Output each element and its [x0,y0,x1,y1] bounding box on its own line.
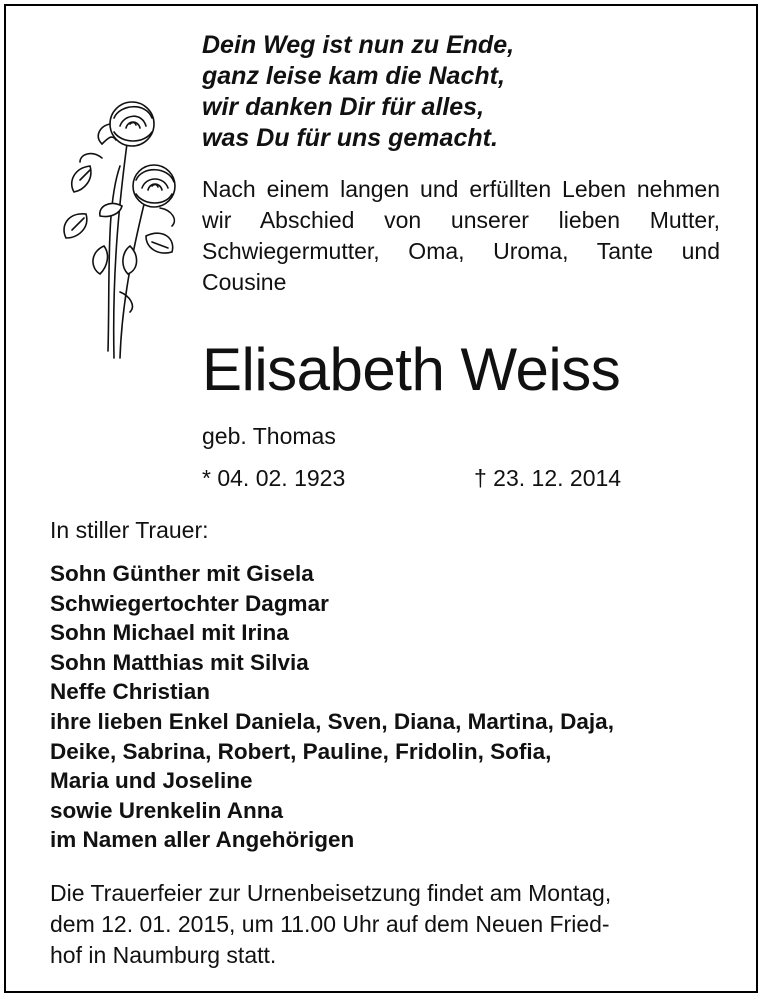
intro-text: Nach einem langen und erfüllten Leben nehmen wir Abschied von unserer lieben Mutter, Schwiegermutter, Oma, Uroma, Tante und Cousine [202,176,720,295]
deceased-name: Elisabeth Weiss [202,336,621,403]
service-line: hof in Naumburg statt. [50,942,277,968]
poem-line: wir danken Dir für alles, [202,93,485,121]
mourner-line: Sohn Matthias mit Silvia [50,649,309,675]
mourner-line: Neffe Christian [50,679,211,705]
mourner-line: sowie Urenkelin Anna [50,797,283,823]
mourner-line: ihre lieben Enkel Daniela, Sven, Diana, Martina, Daja, [50,708,614,734]
mourner-line: Maria und Joseline [50,768,253,794]
poem-line: ganz leise kam die Nacht, [202,62,505,90]
birth-date: * 04. 02. 1923 [202,465,346,491]
obituary-notice [4,4,758,993]
rose-icon [50,96,190,366]
funeral-service-info [50,878,718,971]
mourner-line: Deike, Sabrina, Robert, Pauline, Fridolin, Sofia, [50,738,552,764]
poem-line: was Du für uns gemacht. [202,124,498,152]
mourning-label: In stiller Trauer: [50,517,209,543]
poem-line: Dein Weg ist nun zu Ende, [202,31,515,59]
mourner-line: Sohn Michael mit Irina [50,620,289,646]
service-line: dem 12. 01. 2015, um 11.00 Uhr auf dem Neuen Fried- [50,911,610,937]
maiden-name: geb. Thomas [202,423,336,449]
memorial-poem [202,30,514,154]
mourner-line: Schwiegertochter Dagmar [50,590,329,616]
service-line: Die Trauerfeier zur Urnenbeisetzung findet am Montag, [50,880,612,906]
mourner-line: im Namen aller Angehörigen [50,827,355,853]
death-date: † 23. 12. 2014 [474,465,622,491]
mourners-list [50,559,614,855]
mourner-line: Sohn Günther mit Gisela [50,561,314,586]
